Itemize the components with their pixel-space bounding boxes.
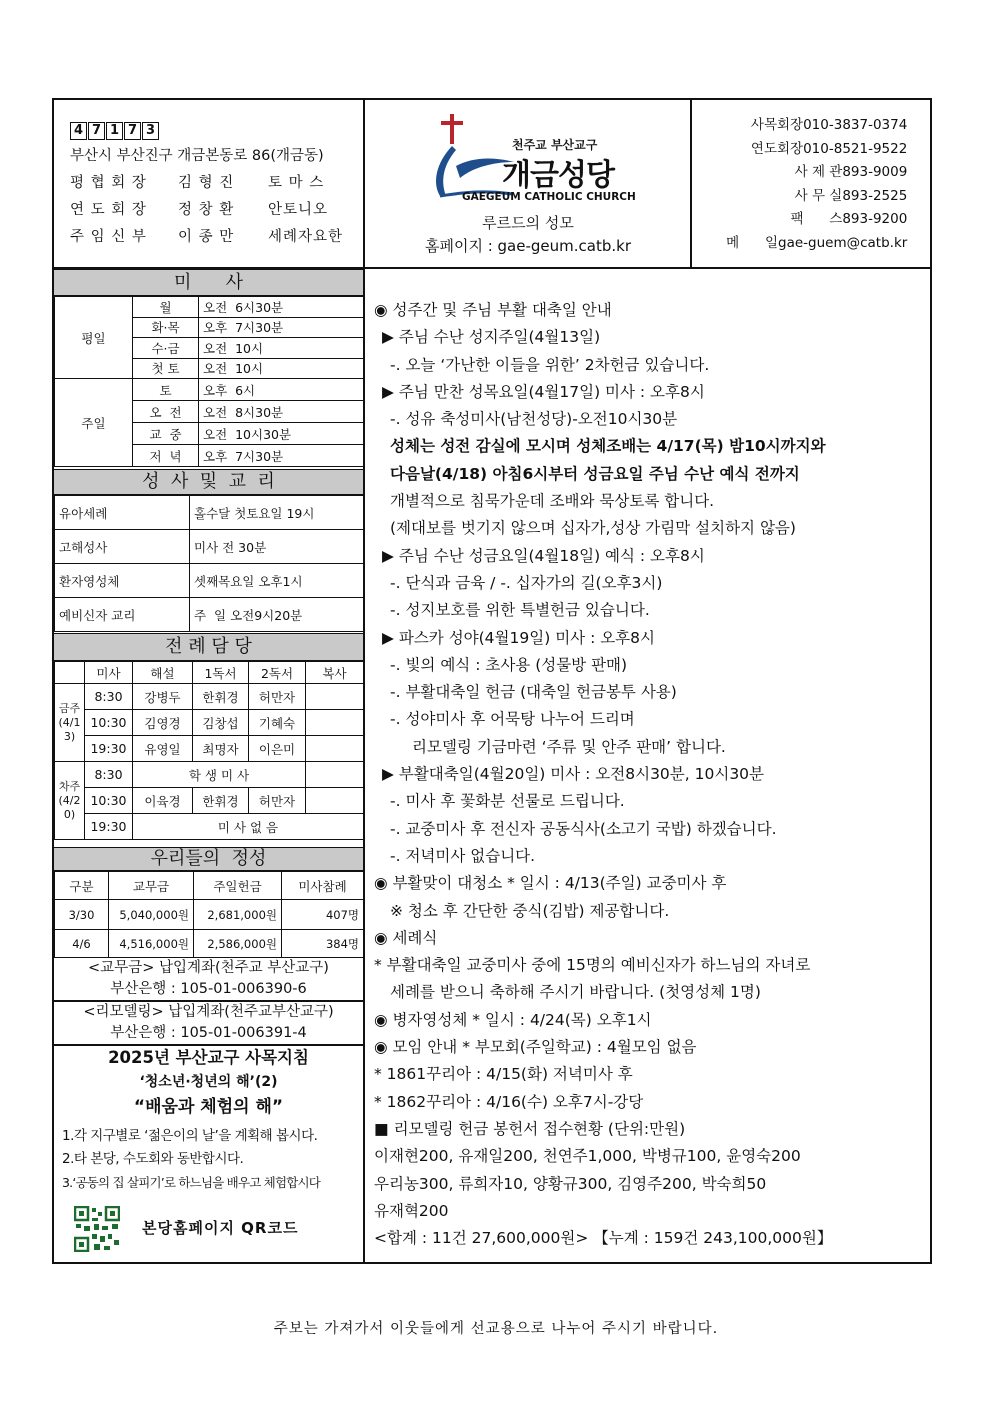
liturgy-header: 1독서	[193, 662, 249, 684]
offering-header: 주일헌금	[194, 872, 282, 900]
mass-time: 10:30	[85, 710, 133, 736]
mass-day: 월	[133, 297, 199, 318]
mass-day: 교 중	[133, 423, 199, 445]
account-title: <리모델링> 납입계좌(천주교부산교구)	[83, 1004, 334, 1020]
diocese-name: 천주교 부산교구	[512, 138, 598, 152]
account-dues	[54, 958, 363, 1000]
mass-schedule-table	[54, 296, 364, 467]
zip-digit: 7	[88, 122, 105, 140]
notice-line: ▶ 부활대축일(4월20일) 미사 : 오전8시30분, 10시30분	[382, 765, 765, 784]
commentator: 강병두	[133, 684, 193, 710]
mass-time: 19:30	[85, 814, 133, 840]
next-week-label: 차주(4/20)	[55, 762, 85, 840]
contact-row: 팩 스893-9200	[790, 211, 908, 228]
notice-line: 개별적으로 침묵가운데 조배와 묵상토록 합니다.	[390, 492, 715, 511]
sacraments-section-title: 성 사 및 교 리	[54, 469, 363, 495]
mass-time: 19:30	[85, 736, 133, 762]
zip-code	[70, 122, 360, 140]
mass-day: 수·금	[133, 338, 199, 359]
offering-sunday: 2,586,000원	[194, 930, 282, 958]
notice-line: <합계 : 11건 27,600,000원> 【누계 : 159건 243,100,000원】	[374, 1229, 833, 1248]
mass-day: 첫 토	[133, 358, 199, 379]
pastoral-item: 1.각 지구별로 ‘젊은이의 날’을 계획해 봅시다.	[62, 1128, 318, 1144]
notices	[372, 297, 932, 1252]
no-mass: 미 사 없 음	[133, 814, 364, 840]
notice-line: * 부활대축일 교중미사 중에 15명의 예비신자가 하느님의 자녀로	[374, 956, 811, 975]
offering-date: 3/30	[55, 900, 109, 930]
contact-row: 연도회장010-8521-9522	[750, 140, 908, 157]
liturgy-header: 복사	[306, 662, 364, 684]
header-divider	[690, 100, 692, 268]
sacrament-label: 고해성사	[55, 530, 190, 564]
mass-day: 오 전	[133, 401, 199, 423]
zip-digit: 4	[70, 122, 87, 140]
weekday-label: 평일	[55, 297, 133, 379]
contact-row: 사 제 관893-9009	[794, 164, 908, 181]
account-remodeling	[54, 1002, 363, 1044]
notice-line: ◉ 모임 안내 * 부모회(주일학교) : 4월모임 없음	[374, 1038, 697, 1057]
bulletin-frame	[52, 98, 932, 1264]
mass-time: 오전 10시	[199, 338, 364, 359]
offering-header: 구분	[55, 872, 109, 900]
notice-line: * 1862꾸리아 : 4/16(수) 오후7시-강당	[374, 1092, 644, 1111]
reader-2: 허만자	[249, 788, 306, 814]
this-week-label: 금주(4/13)	[55, 684, 85, 762]
sacrament-value: 홀수달 첫토요일 19시	[190, 496, 364, 530]
notice-line: ◉ 병자영성체 * 일시 : 4/24(목) 오후1시	[374, 1010, 652, 1029]
offering-sunday: 2,681,000원	[194, 900, 282, 930]
pastoral-items	[62, 1125, 362, 1194]
sacrament-value: 셋째목요일 오후1시	[190, 564, 364, 598]
officer-row: 연 도 회 장 정 창 환 안토니오	[70, 202, 329, 218]
mass-time: 오전 8시30분	[199, 401, 364, 423]
notice-line: -. 교중미사 후 전신자 공동식사(소고기 국밥) 하겠습니다.	[390, 819, 777, 838]
reader-1: 김창섭	[193, 710, 249, 736]
pastoral-guide	[54, 1046, 363, 1120]
server	[306, 710, 364, 736]
pastoral-title: 2025년 부산교구 사목지침	[108, 1048, 309, 1067]
sacrament-label: 예비신자 교리	[55, 598, 190, 632]
qr-label: 본당홈페이지 QR코드	[142, 1219, 299, 1237]
commentator: 유영일	[133, 736, 193, 762]
mass-time: 8:30	[85, 762, 133, 788]
pastoral-item: 2.타 본당, 수도회와 동반합시다.	[62, 1151, 244, 1167]
mass-day: 저 녁	[133, 445, 199, 467]
notice-line: -. 성야미사 후 어묵탕 나누어 드리며	[390, 710, 635, 729]
mass-section-title: 미 사	[54, 269, 363, 296]
account-number: 부산은행 : 105-01-006390-6	[110, 981, 307, 997]
mass-day: 화·목	[133, 317, 199, 338]
server	[306, 788, 364, 814]
notice-line: -. 저녁미사 없습니다.	[390, 846, 536, 865]
pastoral-item: 3.‘공동의 집 살피기’로 하느님을 배우고 체험합시다	[62, 1175, 321, 1190]
notice-line: ▶ 주님 수난 성금요일(4월18일) 예식 : 오후8시	[382, 546, 705, 565]
notice-line: -. 성유 축성미사(남천성당)-오전10시30분	[390, 410, 678, 429]
notice-line: -. 단식과 금육 / -. 십자가의 길(오후3시)	[390, 573, 663, 592]
sacrament-value: 미사 전 30분	[190, 530, 364, 564]
notice-line: 다음날(4/18) 아침6시부터 성금요일 주님 수난 예식 전까지	[390, 464, 800, 483]
header-left	[70, 122, 360, 251]
officer-row: 평 협 회 장 김 형 진 토 마 스	[70, 175, 325, 191]
mass-time: 8:30	[85, 684, 133, 710]
liturgy-header: 미사	[85, 662, 133, 684]
notice-line: ▶ 주님 만찬 성목요일(4월17일) 미사 : 오후8시	[382, 382, 705, 401]
church-english-name: GAEGEUM CATHOLIC CHURCH	[462, 191, 636, 203]
notice-line: 우리농300, 류희자10, 양황규300, 김영주200, 박숙희50	[374, 1174, 767, 1193]
commentator: 이육경	[133, 788, 193, 814]
reader-2: 기혜숙	[249, 710, 306, 736]
church-name: 개금성당	[502, 158, 614, 193]
contact-row: 메 일gae-guem@catb.kr	[726, 234, 908, 251]
footer-note: 주보는 가져가서 이웃들에게 선교용으로 나누어 주시기 바랍니다.	[273, 1321, 719, 1337]
sacraments-table	[54, 495, 364, 632]
pastoral-subtitle: ‘청소년·청년의 해’(2)	[139, 1074, 278, 1090]
student-mass: 학 생 미 사	[133, 762, 306, 788]
reader-1: 한휘경	[193, 684, 249, 710]
liturgy-section-title: 전 례 담 당	[54, 633, 363, 661]
mass-time: 오후 7시30분	[199, 445, 364, 467]
notice-line: ◉ 세례식	[374, 928, 438, 947]
officer-row: 주 임 신 부 이 종 만 세례자요한	[70, 229, 344, 245]
notice-line: 성체는 성전 감실에 모시며 성체조배는 4/17(목) 밤10시까지와	[390, 437, 826, 456]
notice-line: ◉ 부활맞이 대청소 * 일시 : 4/13(주일) 교중미사 후	[374, 874, 727, 893]
reader-1: 한휘경	[193, 788, 249, 814]
notice-line: 리모델링 기금마련 ‘주류 및 안주 판매’ 합니다.	[412, 737, 726, 756]
server	[306, 684, 364, 710]
account-title: <교무금> 납입계좌(천주교 부산교구)	[88, 960, 329, 976]
notice-line: ◉ 성주간 및 주님 부활 대축일 안내	[374, 301, 612, 319]
homepage[interactable]: 홈페이지 : gae-geum.catb.kr	[424, 237, 631, 255]
offering-date: 4/6	[55, 930, 109, 958]
commentator: 김영경	[133, 710, 193, 736]
notice-line: -. 부활대축일 헌금 (대축일 헌금봉투 사용)	[390, 683, 677, 702]
reader-2: 이은미	[249, 736, 306, 762]
offering-header: 미사참례	[282, 872, 364, 900]
offering-attendance: 407명	[282, 900, 364, 930]
liturgy-table	[54, 661, 364, 840]
account-number: 부산은행 : 105-01-006391-4	[110, 1025, 307, 1041]
notice-line: 이재현200, 유재일200, 천연주1,000, 박병규100, 윤영숙200	[374, 1147, 801, 1166]
notice-line: ▶ 주님 수난 성지주일(4월13일)	[382, 328, 601, 347]
notice-line: 유재혁200	[374, 1201, 449, 1220]
address: 부산시 부산진구 개금본동로 86(개금동)	[70, 148, 324, 164]
mass-time: 오전 10시	[199, 358, 364, 379]
offering-header: 교무금	[109, 872, 194, 900]
mass-time: 오전 6시30분	[199, 297, 364, 318]
pastoral-motto: “배움과 체험의 해”	[133, 1097, 284, 1117]
contact-row: 사 무 실893-2525	[794, 187, 908, 204]
liturgy-header: 2독서	[249, 662, 306, 684]
notice-line: -. 성지보호를 위한 특별헌금 있습니다.	[390, 601, 650, 620]
sacrament-label: 유아세례	[55, 496, 190, 530]
mass-day: 토	[133, 379, 199, 401]
reader-2: 허만자	[249, 684, 306, 710]
contacts	[704, 114, 907, 256]
notice-line: -. 빛의 예식 : 초사용 (성물방 판매)	[390, 655, 628, 674]
mass-time: 오후 7시30분	[199, 317, 364, 338]
sunday-label: 주일	[55, 379, 133, 467]
notice-line: ※ 청소 후 간단한 중식(김밥) 제공합니다.	[390, 901, 670, 920]
offering-dues: 5,040,000원	[109, 900, 194, 930]
notice-line: -. 오늘 ‘가난한 이들을 위한’ 2차헌금 있습니다.	[390, 355, 710, 374]
sacrament-label: 환자영성체	[55, 564, 190, 598]
reader-1: 최명자	[193, 736, 249, 762]
mass-time: 10:30	[85, 788, 133, 814]
zip-digit: 3	[142, 122, 159, 140]
offering-table	[54, 871, 364, 958]
liturgy-header: 해설	[133, 662, 193, 684]
sacrament-value: 주 일 오전9시20분	[190, 598, 364, 632]
offering-dues: 4,516,000원	[109, 930, 194, 958]
offering-section-title: 우리들의 정성	[54, 847, 363, 871]
notice-line: ■ 리모델링 헌금 봉헌서 접수현황 (단위:만원)	[374, 1119, 686, 1138]
notice-line: (제대보를 벗기지 않으며 십자가,성상 가림막 설치하지 않음)	[390, 519, 796, 538]
notice-line: 세례를 받으니 축하해 주시기 바랍니다. (첫영성체 1명)	[390, 983, 761, 1002]
offering-attendance: 384명	[282, 930, 364, 958]
qr-code-icon[interactable]	[74, 1206, 120, 1252]
mass-time: 오전 10시30분	[199, 423, 364, 445]
contact-row: 사목회장010-3837-0374	[750, 117, 908, 133]
server	[306, 736, 364, 762]
mass-time: 오후 6시	[199, 379, 364, 401]
notice-line: ▶ 파스카 성야(4월19일) 미사 : 오후8시	[382, 628, 655, 647]
patron-title: 루르드의 성모	[482, 214, 574, 232]
zip-digit: 1	[106, 122, 123, 140]
notice-line: * 1861꾸리아 : 4/15(화) 저녁미사 후	[374, 1065, 633, 1084]
zip-digit: 7	[124, 122, 141, 140]
notice-line: -. 미사 후 꽃화분 선물로 드립니다.	[390, 792, 625, 811]
